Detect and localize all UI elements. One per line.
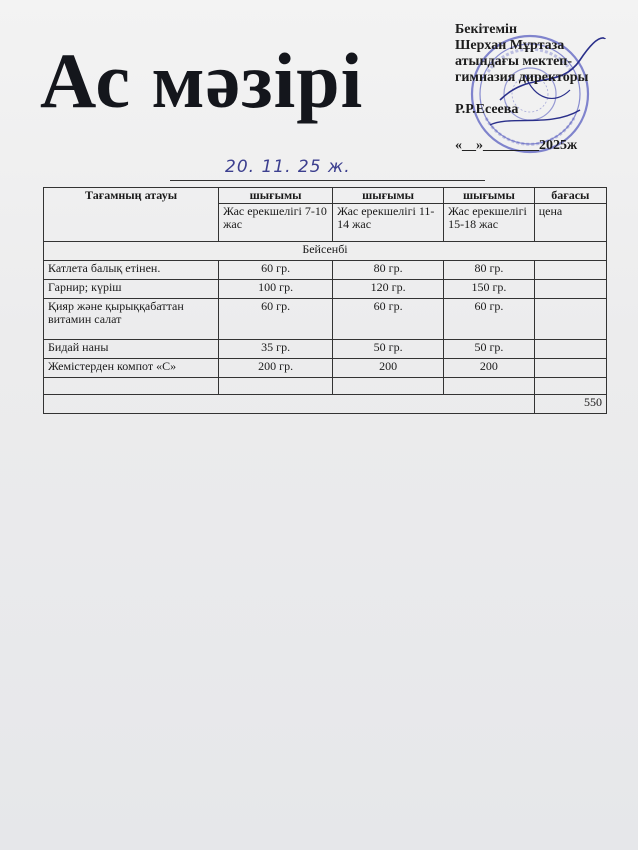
menu-table <box>43 187 607 414</box>
row-amount-2: 50 гр. <box>333 340 444 359</box>
approval-signer: Р.Р.Есеева <box>455 102 519 117</box>
row-price <box>534 359 606 378</box>
approval-block <box>455 22 635 153</box>
table-total-row <box>44 395 607 414</box>
row-amount-3: 60 гр. <box>444 299 535 340</box>
row-price <box>534 299 606 340</box>
total-price: 550 <box>534 395 606 414</box>
row-amount-1: 100 гр. <box>219 280 333 299</box>
approval-date-line: «__»________2025ж <box>455 138 578 153</box>
row-amount-1: 60 гр. <box>219 261 333 280</box>
row-dish: Жемістерден компот «С» <box>44 359 219 378</box>
row-amount-1: 200 гр. <box>219 359 333 378</box>
table-day-row <box>44 242 607 261</box>
subheader-price: цена <box>534 204 606 242</box>
approval-line3: атындағы мектеп- <box>455 54 573 69</box>
row-amount-1: 35 гр. <box>219 340 333 359</box>
row-amount-1: 60 гр. <box>219 299 333 340</box>
row-dish: Гарнир; күріш <box>44 280 219 299</box>
row-amount-2: 80 гр. <box>333 261 444 280</box>
table-row <box>44 340 607 359</box>
row-dish: Бидай наны <box>44 340 219 359</box>
table-row <box>44 299 607 340</box>
approval-line2: Шерхан Мұртаза <box>455 38 565 53</box>
table-empty-row <box>44 378 607 395</box>
row-amount-3: 80 гр. <box>444 261 535 280</box>
table-row <box>44 359 607 378</box>
subheader-col2: Жас ерекшелігі 11-14 жас <box>333 204 444 242</box>
page-title: Ас мәзірі <box>40 37 364 124</box>
table-row <box>44 280 607 299</box>
table-header-row <box>44 188 607 204</box>
subheader-col3: Жас ерекшелігі 15-18 жас <box>444 204 535 242</box>
row-amount-3: 150 гр. <box>444 280 535 299</box>
subheader-col1: Жас ерекшелігі 7-10 жас <box>219 204 333 242</box>
header-col1: шығымы <box>219 188 333 204</box>
row-amount-2: 60 гр. <box>333 299 444 340</box>
row-price <box>534 261 606 280</box>
row-dish: Қияр және қырыққабаттан витамин салат <box>44 299 219 340</box>
header-col2: шығымы <box>333 188 444 204</box>
table-row <box>44 261 607 280</box>
header-price: бағасы <box>534 188 606 204</box>
day-label: Бейсенбі <box>44 242 607 261</box>
row-amount-3: 200 <box>444 359 535 378</box>
row-amount-2: 120 гр. <box>333 280 444 299</box>
header-col3: шығымы <box>444 188 535 204</box>
row-price <box>534 280 606 299</box>
row-price <box>534 340 606 359</box>
approval-line1: Бекітемін <box>455 22 518 37</box>
row-dish: Катлета балық етінен. <box>44 261 219 280</box>
date-underline <box>170 180 485 181</box>
header-dish: Тағамның атауы <box>44 188 219 242</box>
handwritten-date: 20. 11. 25 ж. <box>225 157 351 177</box>
row-amount-2: 200 <box>333 359 444 378</box>
row-amount-3: 50 гр. <box>444 340 535 359</box>
approval-line4: гимназия директоры <box>455 70 589 85</box>
